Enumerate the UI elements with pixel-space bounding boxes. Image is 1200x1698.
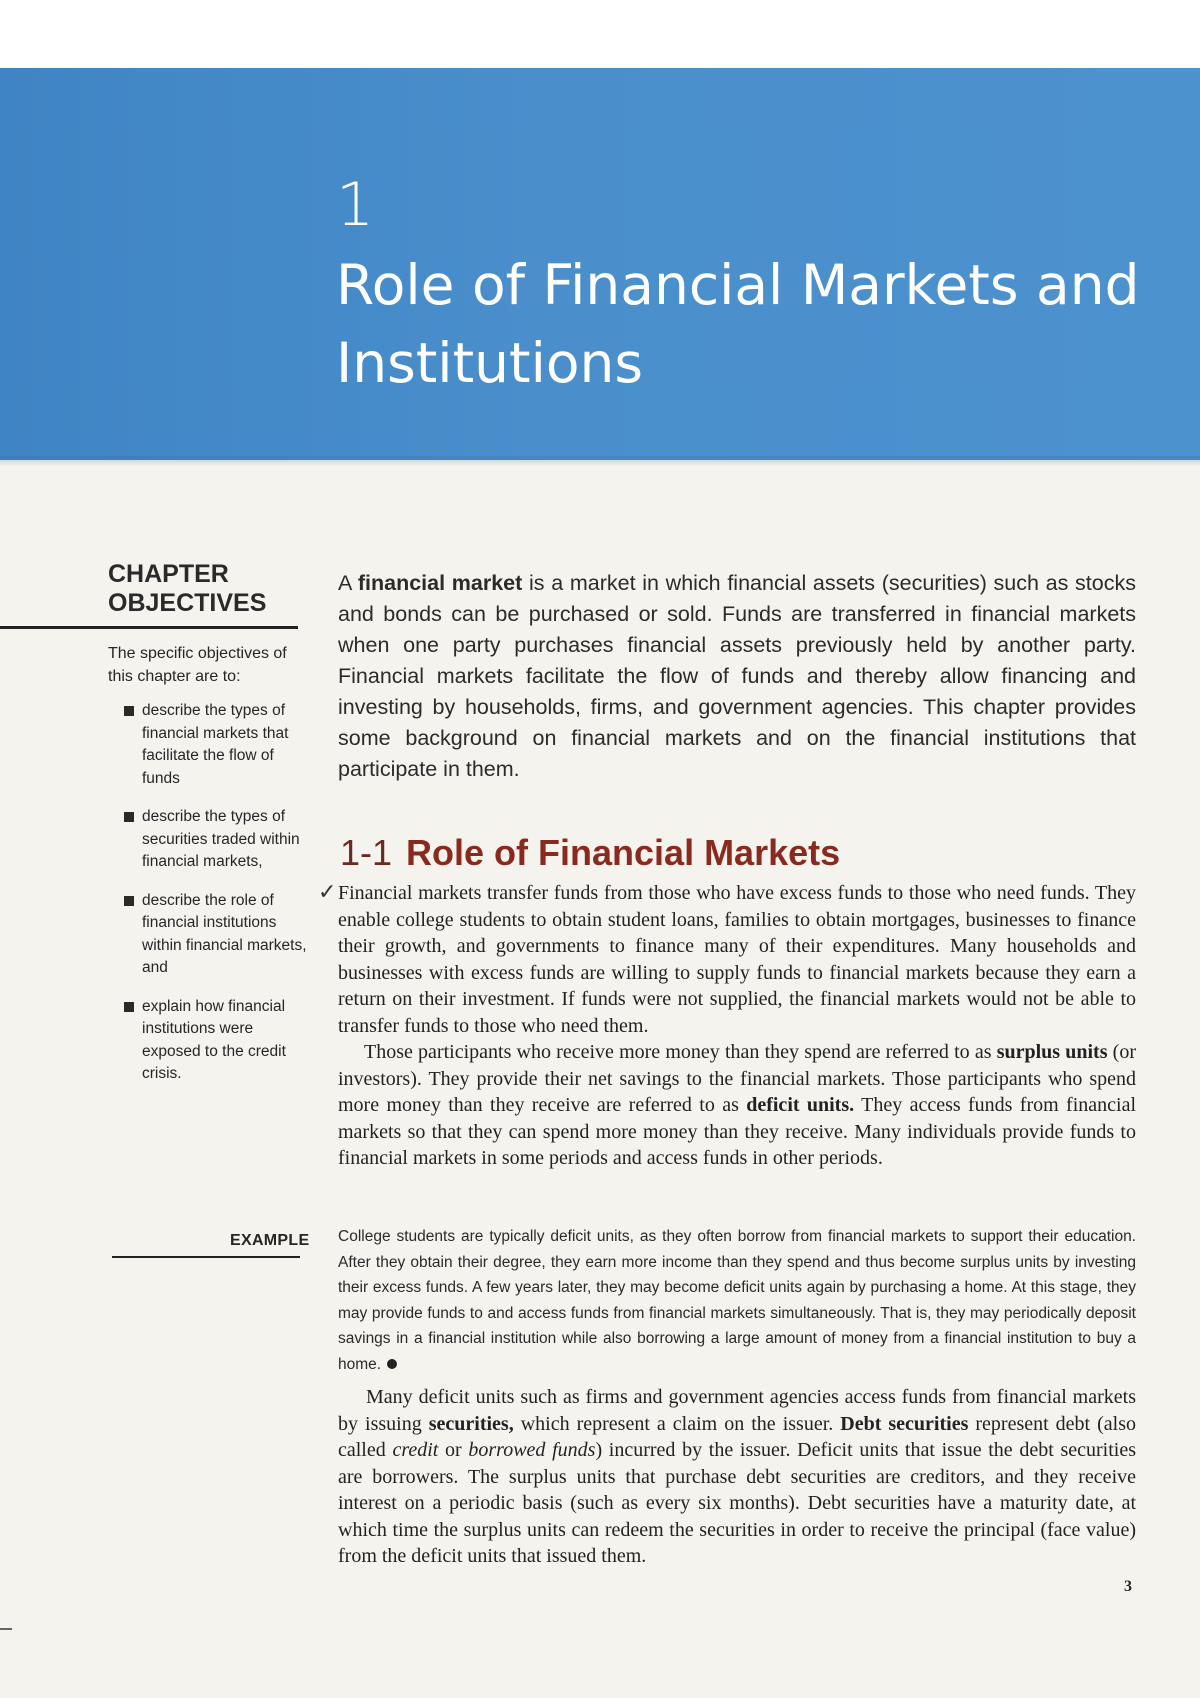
square-bullet-icon bbox=[124, 896, 134, 906]
chapter-title: Role of Financial Markets and Institutions bbox=[336, 253, 1140, 395]
key-term: deficit units. bbox=[746, 1094, 855, 1116]
objectives-intro: The specific objectives of this chapter are to: bbox=[108, 645, 287, 685]
pen-check-mark: ✓ bbox=[318, 880, 337, 905]
objective-text: describe the role of financial institutions within financial markets, and bbox=[142, 891, 307, 976]
objective-item bbox=[124, 700, 309, 790]
objective-text: explain how financial institutions were exposed to the credit crisis. bbox=[142, 997, 286, 1082]
paragraph-securities: Many deficit units such as firms and government agencies access funds from financial markets by issuing securities, which represent a claim on the issuer. Debt securities represent debt (also called credit or borrowed funds) incurred by the issuer. Deficit units that issue the debt securities are borrowers. The surplus units that purchase debt securities are creditors, and they receive interest on a periodic basis (such as every six months). Debt securities have a maturity date, at which time the surplus units can redeem the securities in order to receive the principal (face value) from the deficit units that issued them. bbox=[338, 1386, 1137, 1567]
page-number: 3 bbox=[1124, 1578, 1132, 1595]
section-title: Role of Financial Markets bbox=[406, 832, 841, 873]
paragraph-funds-transfer: Financial markets transfer funds from those who have excess funds to those who need funds. They enable college students to obtain student loans, families to obtain mortgages, businesses to finance their growth, and governments to finance many of their expenditures. Many households and businesses with excess funds are willing to supply funds to financial markets because they earn a return on their investment. If funds were not supplied, the financial markets would not be able to transfer funds to those who need them. bbox=[338, 882, 1136, 1037]
key-term: Debt securities bbox=[840, 1412, 969, 1435]
end-of-example-icon bbox=[387, 1359, 397, 1369]
example-rule bbox=[112, 1256, 300, 1258]
objective-item bbox=[124, 996, 309, 1086]
objectives-heading: CHAPTER OBJECTIVES bbox=[108, 560, 267, 617]
key-term: securities, bbox=[428, 1412, 514, 1435]
key-term: surplus units bbox=[996, 1041, 1108, 1063]
square-bullet-icon bbox=[124, 812, 134, 822]
objective-text: describe the types of financial markets that facilitate the flow of funds bbox=[142, 702, 289, 787]
body-paragraphs bbox=[338, 880, 1136, 1172]
section-heading bbox=[340, 832, 840, 874]
objective-item bbox=[124, 806, 309, 874]
square-bullet-icon bbox=[124, 706, 134, 716]
chapter-number: 1 bbox=[336, 170, 373, 240]
example-paragraph: College students are typically deficit units, as they often borrow from financial markets to support their education. After they obtain their degree, they earn more income than they spend and thus become surplus units by investing their excess funds. A few years later, they may become deficit units again by purchasing a home. At this stage, they may provide funds to and access funds from financial markets simultaneously. That is, they may periodically deposit savings in a financial institution while also borrowing a large amount of money from a financial institution to buy a home. bbox=[338, 1228, 1136, 1373]
paragraph-surplus-deficit: Those participants who receive more money than they spend are referred to as surplus units (or investors). They provide their net savings to the financial markets. Those participants who spend more money than they receive are referred to as deficit units. They access funds from financial markets so that they can spend more money than they receive. Many individuals provide funds to financial markets in some periods and access funds in other periods. bbox=[338, 1041, 1137, 1169]
example-label: EXAMPLE bbox=[230, 1232, 310, 1249]
intro-paragraph: A financial market is a market in which financial assets (securities) such as stocks and bonds can be purchased or sold. Funds are transferred in financial markets when one party purchases financial assets previously held by another party. Financial markets facilitate the flow of funds and thereby allow financing and investing by households, firms, and government agencies. This chapter provides some background on financial markets and on the financial institutions that participate in them. bbox=[338, 571, 1136, 781]
objectives-rule bbox=[0, 626, 298, 629]
objectives-list bbox=[124, 700, 309, 1102]
square-bullet-icon bbox=[124, 1002, 134, 1012]
objective-text: describe the types of securities traded within financial markets, bbox=[142, 808, 300, 870]
section-number: 1-1 bbox=[340, 832, 393, 873]
top-margin bbox=[0, 0, 1200, 68]
key-term: financial market bbox=[357, 571, 523, 595]
margin-mark bbox=[0, 1628, 12, 1630]
objective-item bbox=[124, 890, 309, 980]
